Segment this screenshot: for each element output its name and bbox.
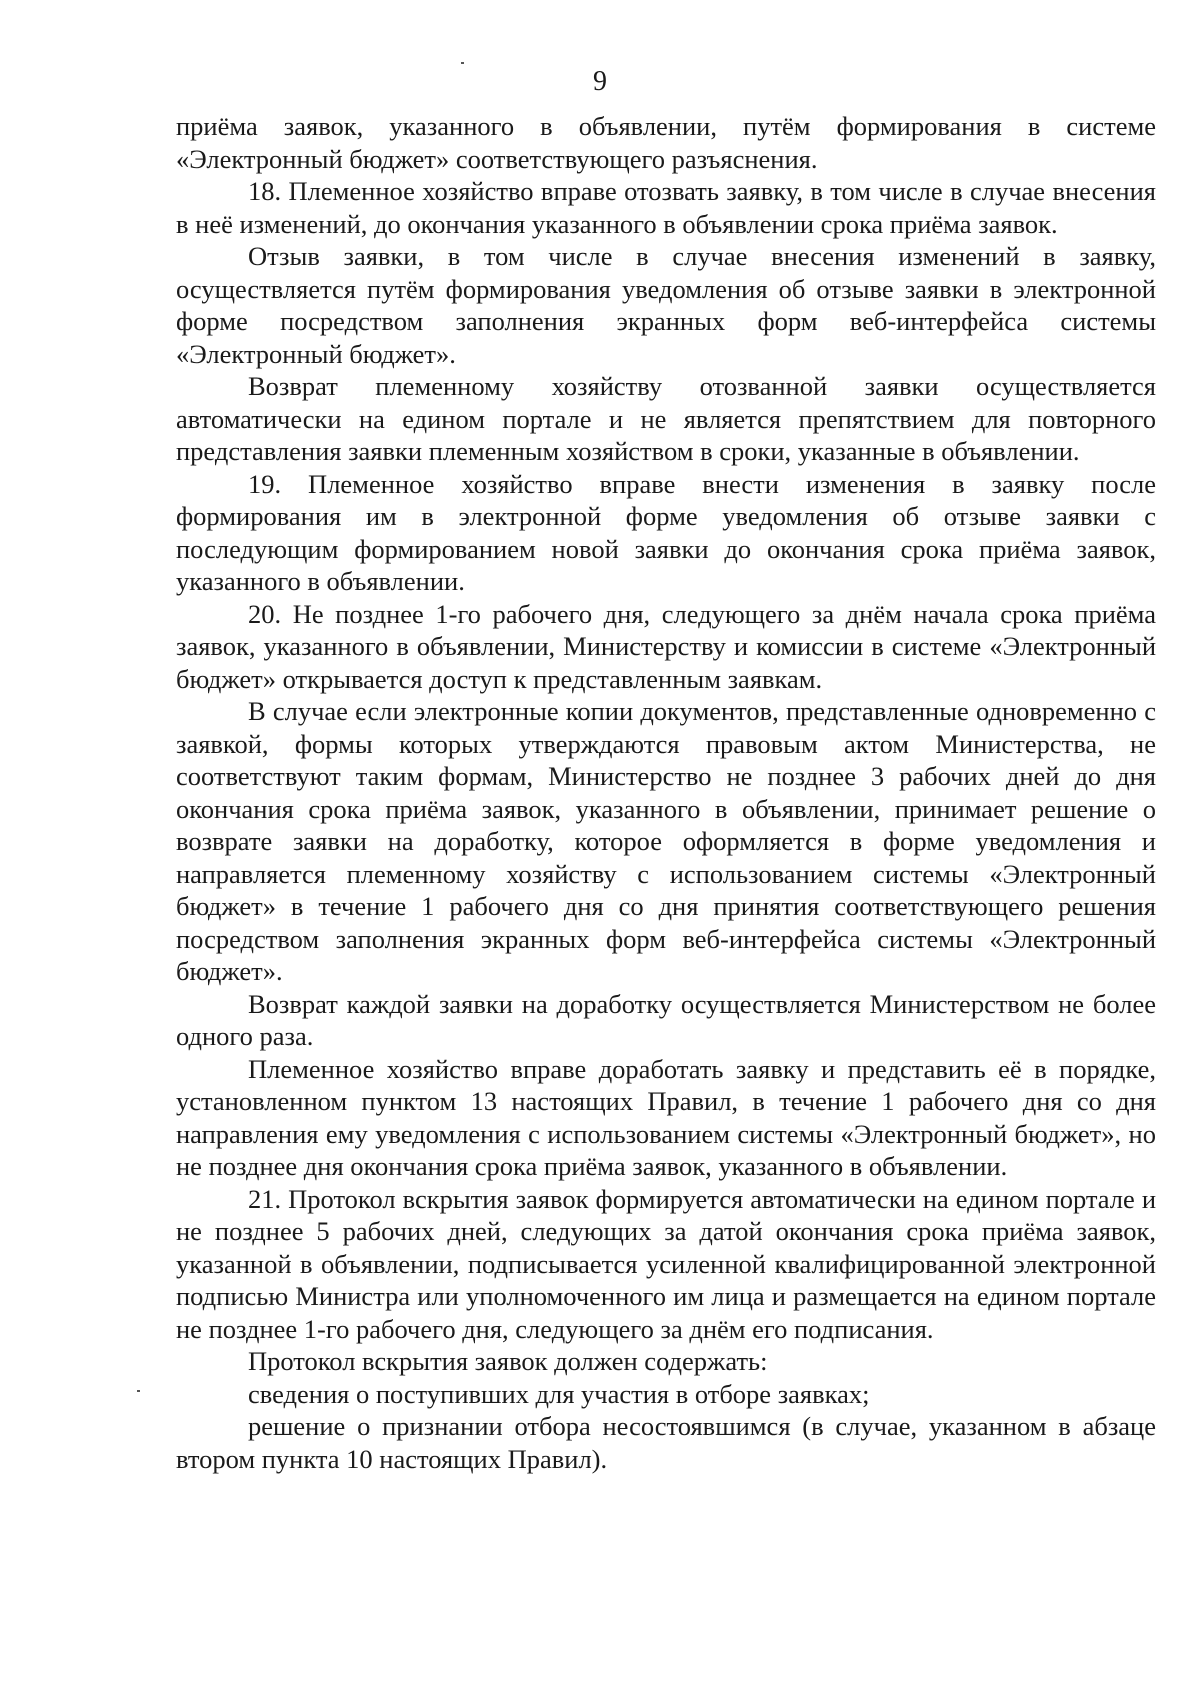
paragraph: приёма заявок, указанного в объявлении, путём формирования в системе «Электронный бюджет» соответствующего разъяснения. (176, 111, 1156, 174)
paragraph: Племенное хозяйство вправе доработать заявку и представить её в порядке, установленном пунктом 13 настоящих Правил, в течение 1 рабочего дня со дня направления ему уведомления с использованием системы «Электронный бюджет», но не позднее дня окончания срока приёма заявок, указанного в объявлении. (176, 1053, 1156, 1181)
paragraph: решение о признании отбора несостоявшимся (в случае, указанном в абзаце втором пункта 10 настоящих Правил). (176, 1411, 1156, 1474)
paragraph: 19. Племенное хозяйство вправе внести изменения в заявку после формирования им в электронной форме уведомления об отзыве заявки с последующим формированием новой заявки до окончания срока приёма заявок, указанного в объявлении. (176, 468, 1156, 596)
document-body (176, 110, 1156, 1475)
paragraph: сведения о поступивших для участия в отборе заявках; (248, 1378, 870, 1409)
paragraph: Возврат каждой заявки на доработку осуществляется Министерством не более одного раза. (176, 988, 1156, 1051)
paragraph: 21. Протокол вскрытия заявок формируется автоматически на едином портале и не позднее 5 рабочих дней, следующих за датой окончания срока приёма заявок, указанной в объявлении, подписывается усиленной квалифицированной электронной подписью Министра или уполномоченного им лица и размещается на едином портале не позднее 1-го рабочего дня, следующего за днём его подписания. (176, 1183, 1156, 1344)
page-number: 9 (593, 66, 607, 97)
paragraph: Отзыв заявки, в том числе в случае внесения изменений в заявку, осуществляется путём формирования уведомления об отзыве заявки в электронной форме посредством заполнения экранных форм веб-интерфейса системы «Электронный бюджет». (176, 241, 1156, 369)
scan-speck (137, 1390, 140, 1392)
scan-speck (461, 62, 464, 64)
paragraph: 18. Племенное хозяйство вправе отозвать заявку, в том числе в случае внесения в неё изменений, до окончания указанного в объявлении срока приёма заявок. (176, 176, 1156, 239)
paragraph: Возврат племенному хозяйству отозванной заявки осуществляется автоматически на едином портале и не является препятствием для повторного представления заявки племенным хозяйством в сроки, указанные в объявлении. (176, 371, 1156, 466)
paragraph: В случае если электронные копии документов, представленные одновременно с заявкой, формы которых утверждаются правовым актом Министерства, не соответствуют таким формам, Министерство не позднее 3 рабочих дней до дня окончания срока приёма заявок, указанного в объявлении, принимает решение о возврате заявки на доработку, которое оформляется в форме уведомления и направляется племенному хозяйству с использованием системы «Электронный бюджет» в течение 1 рабочего дня со дня принятия соответствующего решения посредством заполнения экранных форм веб-интерфейса системы «Электронный бюджет». (176, 696, 1156, 986)
paragraph: 20. Не позднее 1-го рабочего дня, следующего за днём начала срока приёма заявок, указанного в объявлении, Министерству и комиссии в системе «Электронный бюджет» открывается доступ к представленным заявкам. (176, 598, 1156, 694)
paragraph: Протокол вскрытия заявок должен содержать: (248, 1346, 768, 1376)
